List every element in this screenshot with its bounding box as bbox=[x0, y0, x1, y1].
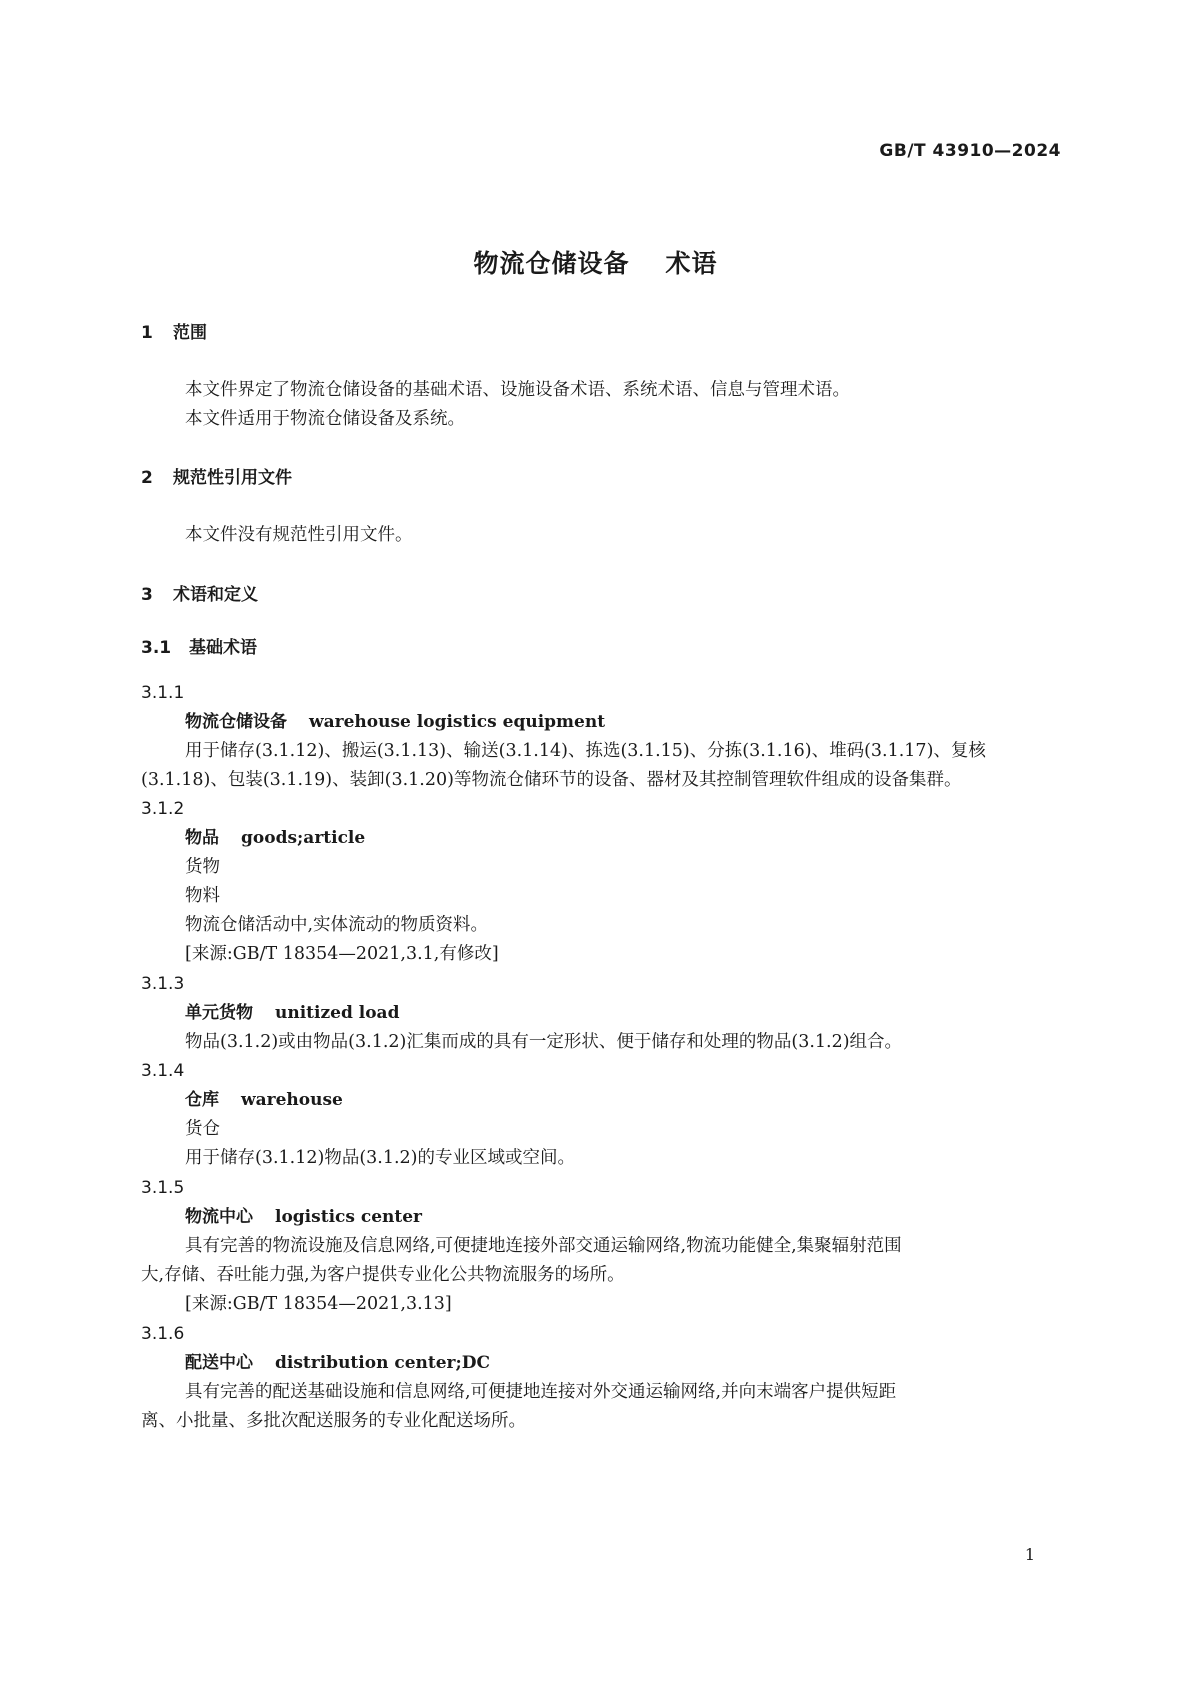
definition: 物流仓储活动中,实体流动的物质资料。 bbox=[185, 915, 489, 935]
term-en: warehouse logistics equipment bbox=[309, 712, 606, 732]
term-number: 3.1.1 bbox=[141, 683, 185, 703]
term-heading bbox=[185, 826, 365, 850]
definition: 具有完善的物流设施及信息网络,可便捷地连接外部交通运输网络,物流功能健全,集聚辐射范围 bbox=[185, 1236, 902, 1256]
term-number: 3.1.5 bbox=[141, 1178, 185, 1198]
term-zh: 物流仓储设备 bbox=[185, 712, 287, 732]
term-zh: 仓库 bbox=[185, 1090, 219, 1110]
section-number: 2 bbox=[141, 468, 153, 488]
admitted-term: 货仓 bbox=[185, 1119, 220, 1139]
source-note: [来源:GB/T 18354—2021,3.1,有修改] bbox=[185, 944, 499, 964]
paragraph: 本文件适用于物流仓储设备及系统。 bbox=[185, 409, 465, 429]
standard-number: GB/T 43910—2024 bbox=[879, 141, 1061, 161]
term-en: warehouse bbox=[241, 1090, 343, 1110]
term-zh: 单元货物 bbox=[185, 1003, 253, 1023]
section-title: 基础术语 bbox=[189, 638, 257, 658]
admitted-term: 货物 bbox=[185, 857, 220, 877]
term-en: unitized load bbox=[275, 1003, 400, 1023]
term-number: 3.1.2 bbox=[141, 799, 185, 819]
section-1-heading bbox=[141, 321, 207, 345]
title-sub: 术语 bbox=[665, 249, 718, 278]
paragraph: 本文件没有规范性引用文件。 bbox=[185, 525, 413, 545]
term-zh: 配送中心 bbox=[185, 1353, 253, 1373]
paragraph: 本文件界定了物流仓储设备的基础术语、设施设备术语、系统术语、信息与管理术语。 bbox=[185, 380, 850, 400]
definition: 用于储存(3.1.12)、搬运(3.1.13)、输送(3.1.14)、拣选(3.1.15)、分拣(3.1.16)、堆码(3.1.17)、复核 bbox=[185, 741, 986, 761]
section-title: 范围 bbox=[173, 323, 207, 343]
section-number: 1 bbox=[141, 323, 153, 343]
term-heading bbox=[185, 1351, 490, 1375]
definition: 离、小批量、多批次配送服务的专业化配送场所。 bbox=[141, 1411, 526, 1431]
page-number: 1 bbox=[1024, 1545, 1035, 1564]
term-number: 3.1.4 bbox=[141, 1061, 185, 1081]
definition: 具有完善的配送基础设施和信息网络,可便捷地连接对外交通运输网络,并向末端客户提供短距 bbox=[185, 1382, 897, 1402]
definition: 物品(3.1.2)或由物品(3.1.2)汇集而成的具有一定形状、便于储存和处理的物品(3.1.2)组合。 bbox=[185, 1032, 903, 1052]
term-number: 3.1.3 bbox=[141, 974, 185, 994]
source-note: [来源:GB/T 18354—2021,3.13] bbox=[185, 1294, 452, 1314]
term-zh: 物品 bbox=[185, 828, 219, 848]
term-heading bbox=[185, 1205, 422, 1229]
section-2-heading bbox=[141, 466, 292, 490]
term-zh: 物流中心 bbox=[185, 1207, 253, 1227]
term-en: goods;article bbox=[241, 828, 366, 848]
term-en: logistics center bbox=[275, 1207, 423, 1227]
section-3-heading bbox=[141, 583, 258, 607]
term-number: 3.1.6 bbox=[141, 1324, 185, 1344]
section-title: 规范性引用文件 bbox=[173, 468, 292, 488]
definition: 大,存储、吞吐能力强,为客户提供专业化公共物流服务的场所。 bbox=[141, 1265, 625, 1285]
admitted-term: 物料 bbox=[185, 886, 220, 906]
definition: 用于储存(3.1.12)物品(3.1.2)的专业区域或空间。 bbox=[185, 1148, 575, 1168]
document-title bbox=[0, 244, 1191, 280]
section-3-1-heading bbox=[141, 636, 257, 660]
term-en: distribution center;DC bbox=[275, 1353, 491, 1373]
term-heading bbox=[185, 710, 605, 734]
section-number: 3 bbox=[141, 585, 153, 605]
term-heading bbox=[185, 1001, 399, 1025]
section-title: 术语和定义 bbox=[173, 585, 258, 605]
term-heading bbox=[185, 1088, 343, 1112]
definition: (3.1.18)、包装(3.1.19)、装卸(3.1.20)等物流仓储环节的设备、器材及其控制管理软件组成的设备集群。 bbox=[141, 770, 962, 790]
section-number: 3.1 bbox=[141, 638, 172, 658]
title-main: 物流仓储设备 bbox=[473, 249, 630, 278]
